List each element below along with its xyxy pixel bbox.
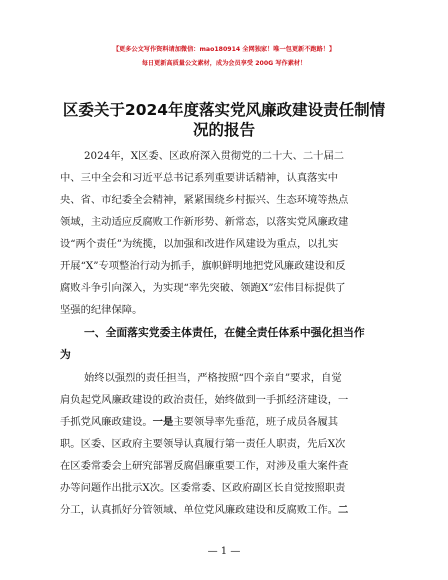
- section-heading-1-cont: 为: [60, 348, 71, 361]
- body-text: 手抓党风廉政建设。: [60, 416, 153, 428]
- body-line: 职。区委、区政府主要领导认真履行第一责任人职责，先后X次: [60, 438, 346, 450]
- body-line: 始终以强烈的责任担当，严格按照“四个亲自”要求，自觉: [84, 372, 342, 384]
- ordinal-marker: 一是: [152, 416, 174, 428]
- body-line: 开展“X”专项整治行动为抓手，旗帜鲜明地把党风廉政建设和反: [60, 260, 346, 272]
- page-number: — 1 —: [207, 546, 241, 557]
- promo-banner-line-1: [0, 45, 448, 54]
- body-line: 腐败斗争引向深入，为实现“率先突破、领跑X”宏伟目标提供了: [60, 282, 346, 294]
- body-line: [60, 504, 348, 517]
- document-title-line-2: 况的报告: [192, 121, 255, 139]
- promo-banner-line-2: [0, 59, 448, 68]
- body-text: 分工，认真抓好分管领域、单位党风廉政建设和反腐败工作。: [60, 504, 339, 516]
- body-line: 中、三中全会和习近平总书记系列重要讲话精神，认真落实中: [60, 172, 339, 184]
- body-line: [60, 416, 338, 429]
- body-line: 央、省、市纪委全会精神，紧紧围绕乡村振兴、生态环境等热点: [60, 194, 349, 206]
- body-text: 主要领导率先垂范，班子成员各履其: [173, 416, 339, 428]
- section-heading-1: 一、全面落实党委主体责任，在健全责任体系中强化担当作: [84, 326, 365, 339]
- body-line: 领域，主动适应反腐败工作新形势、新常态，以落实党风廉政建: [60, 216, 349, 228]
- promo-text-1: 【更多公文写作资料请加微信：mao180914 全网独家！唯一包更新不跑路！】: [112, 46, 336, 53]
- promo-text-2: 每日更新高质量公文素材，成为会员享受 200G 写作素材！: [141, 60, 307, 67]
- body-line: 坚强的纪律保障。: [60, 304, 143, 316]
- body-line: 办等问题作出批示X次。区委常委、区政府副区长自觉按照职责: [60, 482, 346, 494]
- body-line: 肩负起党风廉政建设的政治责任，始终做到一手抓经济建设，一: [60, 394, 349, 406]
- ordinal-marker: 二: [338, 504, 349, 516]
- body-line: 2024年，X区委、区政府深入贯彻党的二十大、二十届二: [84, 150, 345, 162]
- body-line: 在区委常委会上研究部署反腐倡廉重要工作，对涉及重大案件查: [60, 460, 349, 472]
- document-title-line-1: 区委关于2024年度落实党风廉政建设责任制情: [62, 101, 386, 119]
- body-line: 设“两个责任”为统揽，以加强和改进作风建设为重点，以扎实: [60, 238, 339, 250]
